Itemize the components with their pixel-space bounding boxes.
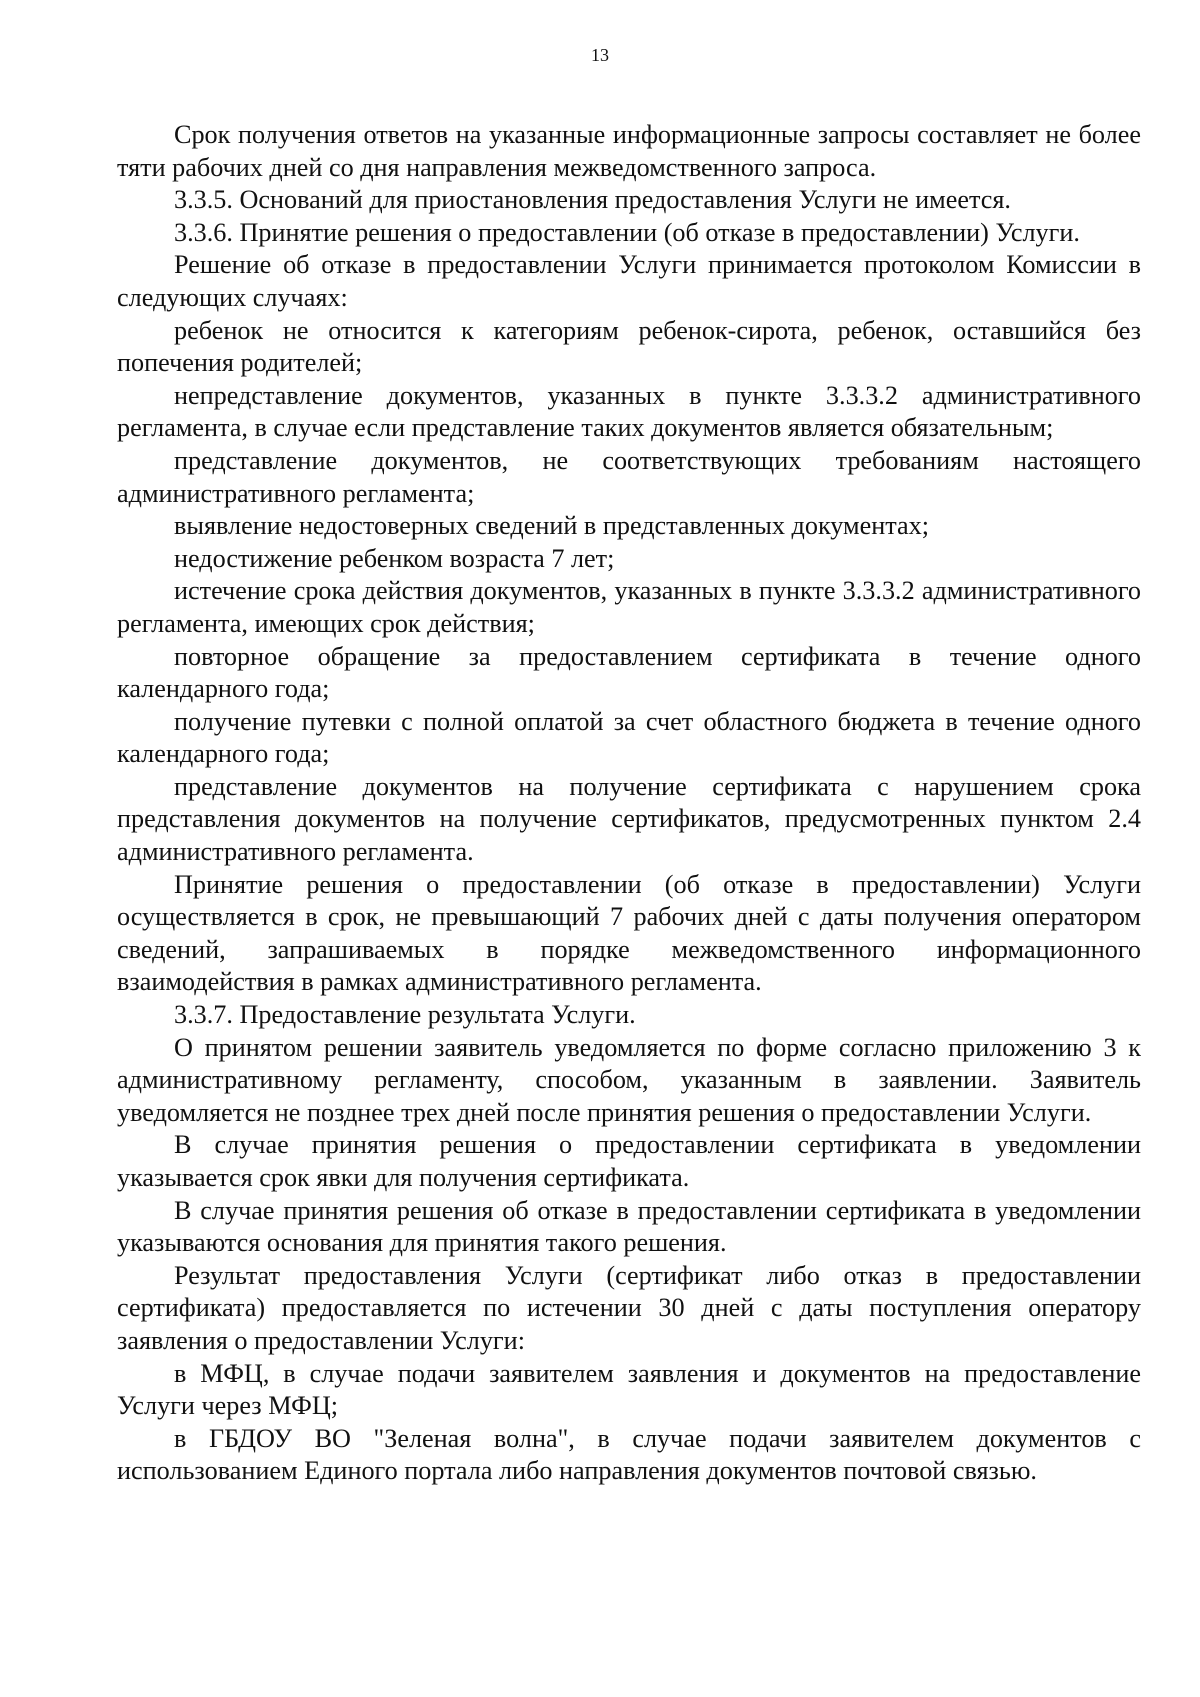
list-item-refusal-repeat-request: повторное обращение за предоставлением сертификата в течение одного календарного года; — [117, 641, 1141, 704]
paragraph-result-delivery: Результат предоставления Услуги (сертификат либо отказ в предоставлении сертификата) предоставляется по истечении 30 дней с даты поступления оператору заявления о предоставлении Услуги: — [117, 1260, 1141, 1355]
list-item-refusal-age: недостижение ребенком возраста 7 лет; — [174, 543, 615, 573]
paragraph-response-deadline: Срок получения ответов на указанные информационные запросы составляет не более тяти рабочих дней со дня направления межведомственного запроса. — [117, 120, 1141, 182]
paragraph-decision-deadline: Принятие решения о предоставлении (об отказе в предоставлении) Услуги осуществляется в срок, не превышающий 7 рабочих дней с даты получения оператором сведений, запрашиваемых в порядке межведомственного информационного взаимодействия в рамках административного регламента. — [117, 869, 1141, 997]
paragraph-refusal-notice: В случае принятия решения об отказе в предоставлении сертификата в уведомлении указываются основания для принятия такого решения. — [117, 1195, 1141, 1258]
list-item-refusal-false-info: выявление недостоверных сведений в представленных документах; — [174, 511, 930, 541]
list-item-refusal-no-documents: непредставление документов, указанных в пункте 3.3.3.2 административного регламента, в случае если представление таких документов является обязательным; — [117, 380, 1141, 443]
list-item-refusal-category: ребенок не относится к категориям ребенок-сирота, ребенок, оставшийся без попечения родителей; — [117, 315, 1141, 378]
list-item-refusal-expired-documents: истечение срока действия документов, указанных в пункте 3.3.3.2 административного регламента, имеющих срок действия; — [117, 576, 1141, 638]
paragraph-3-3-7: 3.3.7. Предоставление результата Услуги. — [174, 1000, 636, 1030]
paragraph-notification: О принятом решении заявитель уведомляется по форме согласно приложению 3 к административному регламенту, способом, указанным в заявлении. Заявитель уведомляется не позднее трех дней после принятия решения о предоставлении Услуги. — [117, 1032, 1141, 1127]
document-body — [117, 119, 1141, 1488]
page-number: 13 — [591, 45, 609, 65]
list-item-refusal-voucher: получение путевки с полной оплатой за счет областного бюджета в течение одного календарного года; — [117, 706, 1141, 769]
paragraph-3-3-5: 3.3.5. Оснований для приостановления предоставления Услуги не имеется. — [174, 185, 1011, 215]
list-item-refusal-noncompliant-documents: представление документов, не соответствующих требованиям настоящего административного регламента; — [117, 445, 1141, 508]
list-item-refusal-late-submission: представление документов на получение сертификата с нарушением срока представления документов на получение сертификатов, предусмотренных пунктом 2.4 административного регламента. — [117, 771, 1141, 867]
paragraph-approval-notice: В случае принятия решения о предоставлении сертификата в уведомлении указывается срок явки для получения сертификата. — [117, 1130, 1141, 1192]
list-item-delivery-mfc: в МФЦ, в случае подачи заявителем заявления и документов на предоставление Услуги через МФЦ; — [117, 1358, 1141, 1421]
paragraph-refusal-intro: Решение об отказе в предоставлении Услуги принимается протоколом Комиссии в следующих случаях: — [117, 250, 1141, 312]
paragraph-3-3-6: 3.3.6. Принятие решения о предоставлении (об отказе в предоставлении) Услуги. — [174, 217, 1080, 247]
list-item-delivery-gbdou: в ГБДОУ ВО "Зеленая волна", в случае подачи заявителем документов с использованием Единого портала либо направления документов почтовой связью. — [117, 1423, 1141, 1486]
